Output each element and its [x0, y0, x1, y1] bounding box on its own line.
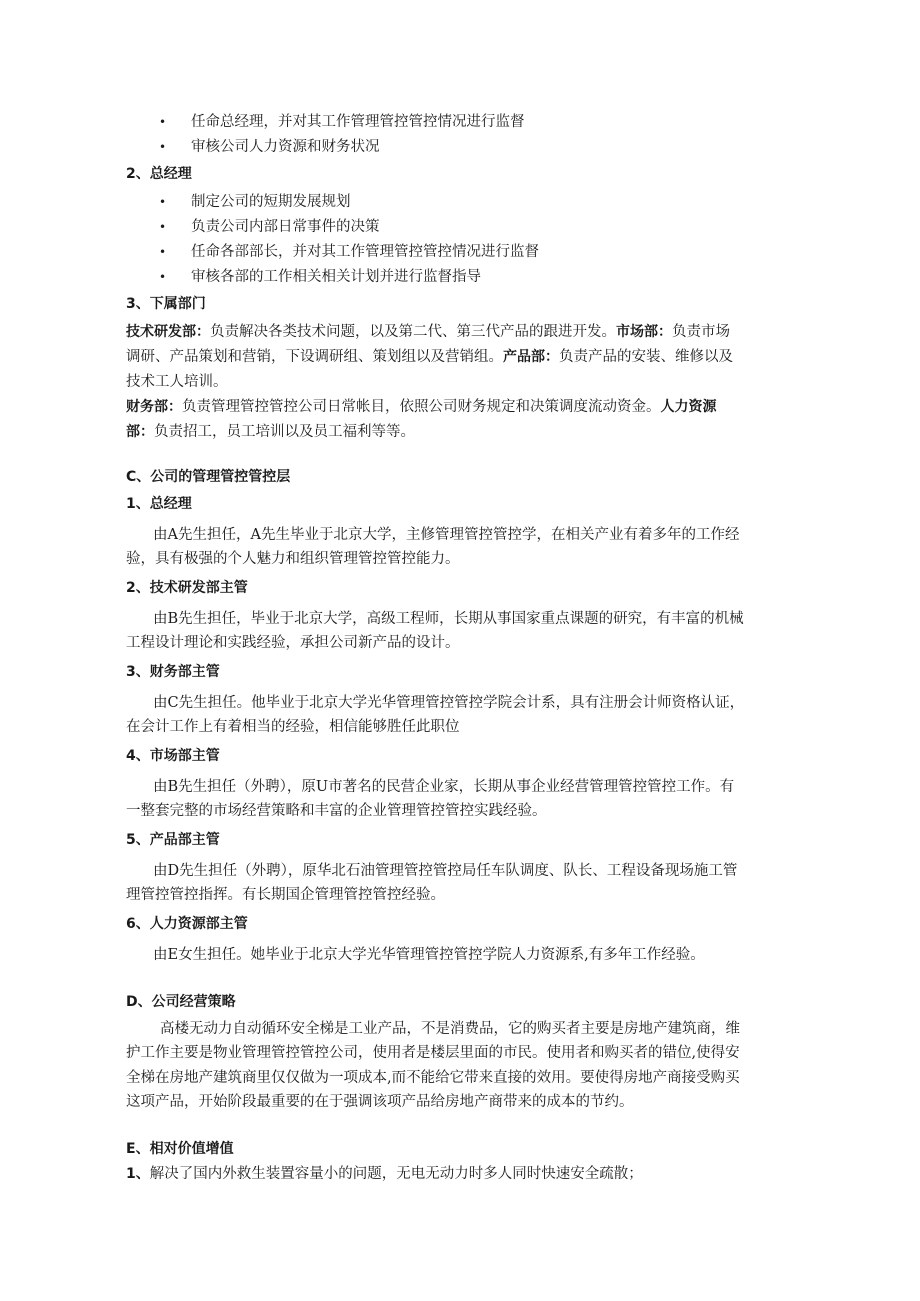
paragraph-line: 护工作主要是物业管理管控管控公司，使用者是楼层里面的市民。使用者和购买者的错位,使得安 — [126, 1045, 740, 1061]
item-heading: 4、市场部主管 — [126, 748, 220, 764]
section-heading-gm: 2、总经理 — [126, 166, 192, 182]
item-heading: 1、总经理 — [126, 496, 192, 512]
document-page: • 任命总经理，并对其工作管理管控管控情况进行监督 • 审核公司人力资源和财务状况 2、总经理 • 制定公司的短期发展规划 • 负责公司内部日常事件的决策 • 任命各部部长，并对其工作管理管控管控情况进行监督 • 审核各部的工作相关相关计划并进行监督指导 3、下属部门 技术研发部：负责解决各类技术问题，以及第二代、第三代产品的跟进开发。市场部：负责市场 调研、产品策划和营销，下设调研组、策划组以及营销组。产品部：负责产品的安装、维修以及 技术工人培训。 财务部：负责管理管控管控公司日常帐目，依照公司财务规定和决策调度流动资金。人力资源 部：负责招工，员工培训以及员工福利等等。 C、公司的管理管控管控层 1、总经理 由A先生担任，A先生毕业于北京大学，主修管理管控管控学，在相关产业有着多年的工作经 验，具有极强的个人魅力和组织管理管控管控能力。 2、技术研发部主管 由B先生担任，毕业于北京大学，高级工程师，长期从事国家重点课题的研究，有丰富的机械 工程设计理论和实践经验，承担公司新产品的设计。 3、财务部主管 由C先生担任。他毕业于北京大学光华管理管控管控学院会计系，具有注册会计师资格认证， 在会计工作上有着相当的经验，相信能够胜任此职位 4、市场部主管 由B先生担任（外聘），原U市著名的民营企业家，长期从事企业经营管理管控管控工作。有 一整套完整的市场经营策略和丰富的企业管理管控管控实践经验。 5、产品部主管 由D先生担任（外聘），原华北石油管理管控管控局任车队调度、队长、工程设备现场施工管 理管控管控指挥。有长期国企管理管控管控经验。 6、人力资源部主管 由E女生担任。她毕业于北京大学光华管理管控管控学院人力资源系,有多年工作经验。 D、公司经营策略 高楼无动力自动循环安全梯是工业产品，不是消费品，它的购买者主要是房地产建筑商，维 护工作主要是物业管理管控管控公司，使用者是楼层里面的市民。使用者和购买者的错位,使得安 全梯在房地产建筑商里仅仅做为一项成本,而不能给它带来直接的效用。要使得房地产商接受购买 这项产品，开始阶段最重要的在于强调该项产品给房地产商带来的成本的节约。 E、相对价值增值 1、解决了国内外救生装置容量小的问题，无电无动力时多人同时快速安全疏散； — [126, 114, 745, 1182]
market-dept-label: 市场部： — [616, 324, 672, 340]
bullet-icon: • — [159, 245, 167, 259]
department-paragraph-line: 部：负责招工，员工培训以及员工福利等等。 — [126, 424, 415, 440]
paragraph-line: 由C先生担任。他毕业于北京大学光华管理管控管控学院会计系，具有注册会计师资格认证， — [153, 695, 745, 711]
hr-dept-label: 部： — [126, 424, 154, 440]
paragraph-line: 高楼无动力自动循环安全梯是工业产品，不是消费品，它的购买者主要是房地产建筑商，维 — [160, 1021, 740, 1037]
department-paragraph-line: 财务部：负责管理管控管控公司日常帐目，依照公司财务规定和决策调度流动资金。人力资源 — [126, 399, 717, 415]
item-heading: 2、技术研发部主管 — [126, 580, 248, 596]
section-title-e: E、相对价值增值 — [126, 1141, 234, 1157]
paragraph-line: 一整套完整的市场经营策略和丰富的企业管理管控管控实践经验。 — [126, 803, 547, 819]
section-heading-departments: 3、下属部门 — [126, 296, 206, 312]
paragraph-line: 理管控管控指挥。有长期国企管理管控管控经验。 — [126, 887, 445, 903]
paragraph-line: 由B先生担任（外聘），原U市著名的民营企业家，长期从事企业经营管理管控管控工作。有 — [153, 779, 735, 795]
product-dept-label: 产品部： — [503, 349, 559, 365]
tech-dept-label: 技术研发部： — [126, 324, 210, 340]
bullet-icon: • — [159, 195, 167, 209]
item-number: 1、 — [126, 1166, 150, 1182]
department-paragraph-line: 技术工人培训。 — [126, 374, 228, 390]
section-title-d: D、公司经营策略 — [126, 994, 236, 1010]
department-paragraph-line: 调研、产品策划和营销，下设调研组、策划组以及营销组。产品部：负责产品的安装、维修以及 — [126, 349, 733, 365]
paragraph-line: 工程设计理论和实践经验，承担公司新产品的设计。 — [126, 635, 460, 651]
item-heading: 5、产品部主管 — [126, 832, 220, 848]
paragraph-line: 由A先生担任，A先生毕业于北京大学，主修管理管控管控学，在相关产业有着多年的工作经 — [153, 527, 740, 543]
section-title-c: C、公司的管理管控管控层 — [126, 469, 291, 485]
paragraph-line: 全梯在房地产建筑商里仅仅做为一项成本,而不能给它带来直接的效用。要使得房地产商接受购买 — [126, 1070, 740, 1086]
hr-dept-label: 人力资源 — [660, 399, 717, 415]
bullet-icon: • — [159, 220, 167, 234]
paragraph-line: 验，具有极强的个人魅力和组织管理管控管控能力。 — [126, 551, 460, 567]
paragraph-line: 1、解决了国内外救生装置容量小的问题，无电无动力时多人同时快速安全疏散； — [126, 1166, 643, 1182]
item-heading: 6、人力资源部主管 — [126, 916, 248, 932]
paragraph-line: 在会计工作上有着相当的经验，相信能够胜任此职位 — [126, 719, 460, 735]
finance-dept-label: 财务部： — [126, 399, 182, 415]
bullet-icon: • — [159, 270, 167, 284]
paragraph-line: 这项产品，开始阶段最重要的在于强调该项产品给房地产商带来的成本的节约。 — [126, 1094, 634, 1110]
bullet-icon: • — [159, 115, 167, 129]
paragraph-line: 由E女生担任。她毕业于北京大学光华管理管控管控学院人力资源系,有多年工作经验。 — [153, 947, 705, 963]
item-heading: 3、财务部主管 — [126, 664, 220, 680]
paragraph-line: 由D先生担任（外聘），原华北石油管理管控管控局任车队调度、队长、工程设备现场施工管 — [153, 863, 738, 879]
bullet-icon: • — [159, 140, 167, 154]
department-paragraph-line: 技术研发部：负责解决各类技术问题，以及第二代、第三代产品的跟进开发。市场部：负责市场 — [126, 324, 730, 340]
paragraph-line: 由B先生担任，毕业于北京大学，高级工程师，长期从事国家重点课题的研究，有丰富的机械 — [153, 611, 744, 627]
